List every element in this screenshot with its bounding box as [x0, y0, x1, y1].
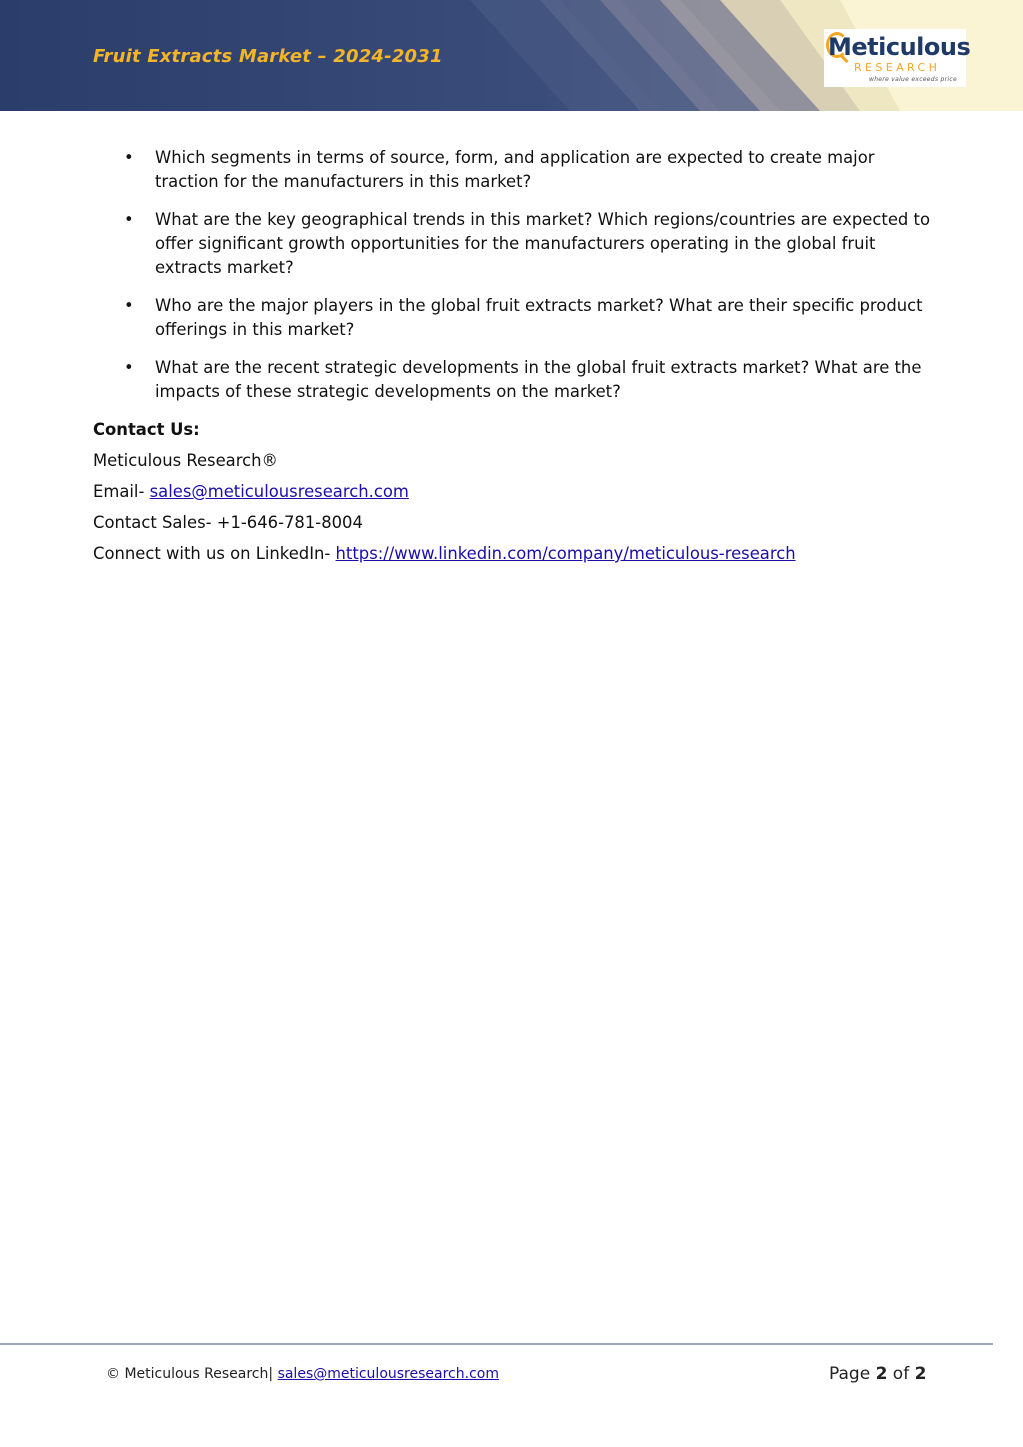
email-line: [93, 480, 943, 504]
page-word: Page: [829, 1364, 876, 1384]
bullet-icon: •: [124, 296, 134, 315]
logo-name: Meticulous: [828, 33, 971, 61]
company-name: Meticulous Research®: [93, 451, 278, 470]
bullet-icon: •: [124, 148, 134, 167]
footer-divider: [0, 1343, 993, 1345]
linkedin-label: Connect with us on LinkedIn-: [93, 544, 336, 563]
list-item: [93, 146, 943, 194]
contact-heading: Contact Us:: [93, 420, 200, 439]
page-number: [829, 1364, 926, 1384]
list-item-text: Who are the major players in the global fruit extracts market? What are their specific product offerings in this market?: [155, 296, 923, 339]
list-item: [93, 356, 943, 404]
email-link[interactable]: sales@meticulousresearch.com: [149, 482, 409, 501]
report-title: Fruit Extracts Market – 2024-2031: [93, 46, 443, 67]
footer-copyright: [106, 1366, 499, 1382]
page-content: [93, 146, 943, 573]
page-current: 2: [875, 1364, 888, 1384]
list-item-text: Which segments in terms of source, form, and application are expected to create major traction for the manufacturers in this market?: [155, 148, 875, 191]
logo-subtitle: RESEARCH: [854, 61, 941, 74]
email-label: Email-: [93, 482, 150, 501]
company-logo: [824, 29, 971, 87]
list-item: [93, 208, 943, 280]
list-item-text: What are the recent strategic developments in the global fruit extracts market? What are the impacts of these strategic developments on the market?: [155, 358, 922, 401]
page-of: of: [887, 1364, 915, 1384]
footer-email-link[interactable]: sales@meticulousresearch.com: [277, 1366, 499, 1382]
question-list: [93, 146, 943, 404]
linkedin-line: [93, 542, 943, 566]
linkedin-link[interactable]: https://www.linkedin.com/company/meticulous-research: [335, 544, 796, 563]
page-total: 2: [914, 1364, 927, 1384]
bullet-icon: •: [124, 358, 134, 377]
page-header: [0, 0, 1023, 111]
list-item-text: What are the key geographical trends in this market? Which regions/countries are expected to offer significant growth opportunities for the manufacturers operating in the global fruit extracts market?: [155, 210, 930, 277]
logo-tagline: where value exceeds price: [869, 76, 957, 83]
list-item: [93, 294, 943, 342]
phone-line: Contact Sales- +1-646-781-8004: [93, 513, 363, 532]
bullet-icon: •: [124, 210, 134, 229]
copyright-text: © Meticulous Research|: [106, 1366, 278, 1382]
